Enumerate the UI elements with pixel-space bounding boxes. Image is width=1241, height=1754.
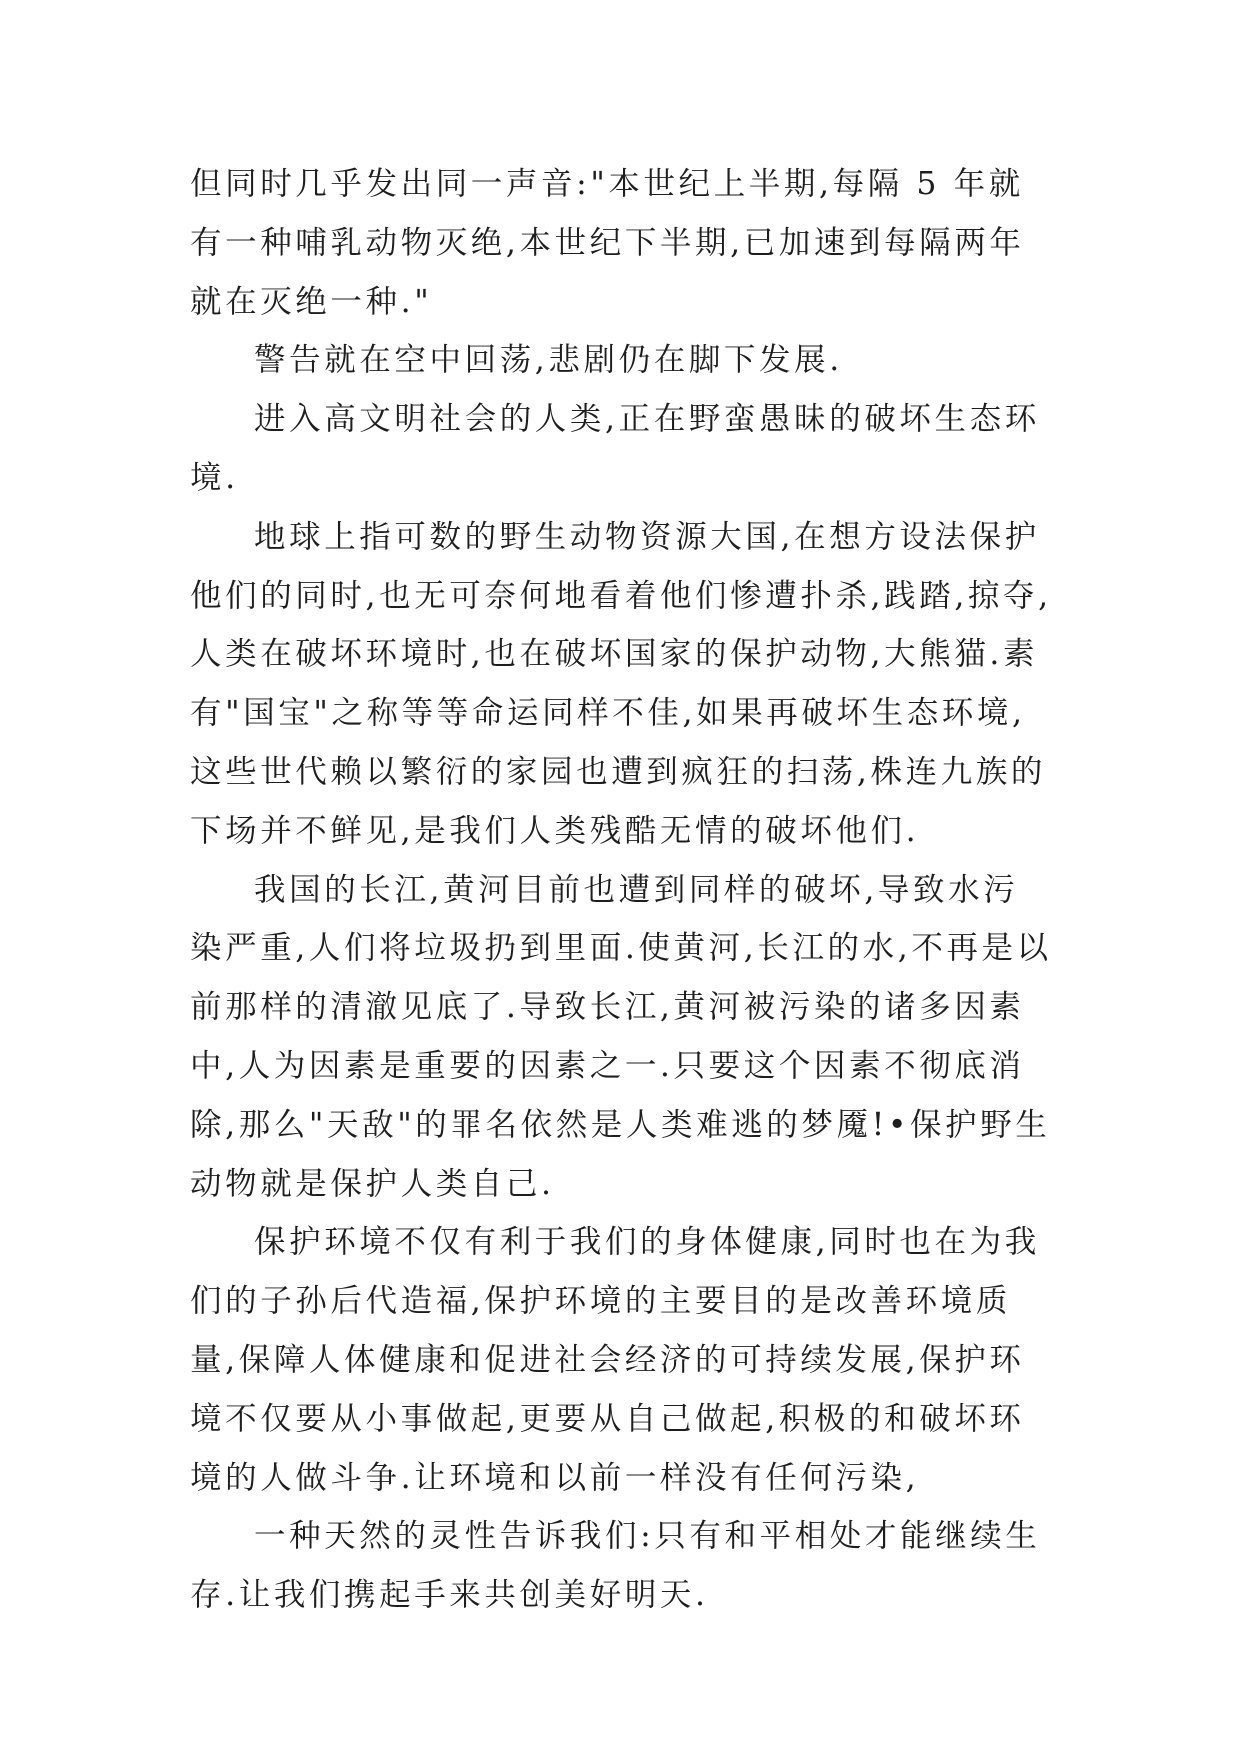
paragraph-rivers: 我国的长江,黄河目前也遭到同样的破坏,导致水污染严重,人们将垃圾扔到里面.使黄河,长江的水,不再是以前那样的清澈见底了.导致长江,黄河被污染的诸多因素中,人为因素是重要的因素之一.只要这个因素不彻底消除,那么"天敌"的罪名依然是人类难逃的梦魇!•保护野生动物就是保护人类自己.	[190, 871, 1052, 1202]
paragraph-conclusion: 一种天然的灵性告诉我们:只有和平相处才能继续生存.让我们携起手来共创美好明天.	[190, 1518, 1041, 1614]
paragraph-continued: 但同时几乎发出同一声音:"本世纪上半期,每隔 5 年就有一种哺乳动物灭绝,本世纪下半期,已加速到每隔两年就在灭绝一种."	[190, 166, 1025, 320]
paragraph-civilization: 进入高文明社会的人类,正在野蛮愚昧的破坏生态环境.	[190, 401, 1040, 496]
paragraph-protection: 保护环境不仅有利于我们的身体健康,同时也在为我们的子孙后代造福,保护环境的主要目的是改善环境质量,保障人体健康和促进社会经济的可持续发展,保护环境不仅要从小事做起,更要从自己做起,积极的和破坏环境的人做斗争.让环境和以前一样没有任何污染,	[190, 1224, 1040, 1496]
paragraph-warning: 警告就在空中回荡,悲剧仍在脚下发展.	[254, 342, 843, 379]
document-body	[190, 155, 1052, 1625]
paragraph-wildlife: 地球上指可数的野生动物资源大国,在想方设法保护他们的同时,也无可奈何地看着他们惨遭扑杀,践踏,掠夺,人类在破坏环境时,也在破坏国家的保护动物,大熊猫.素有"国宝"之称等等命运同样不佳,如果再破坏生态环境,这些世代赖以繁衍的家园也遭到疯狂的扫荡,株连九族的下场并不鲜见,是我们人类残酷无情的破坏他们.	[190, 518, 1052, 849]
